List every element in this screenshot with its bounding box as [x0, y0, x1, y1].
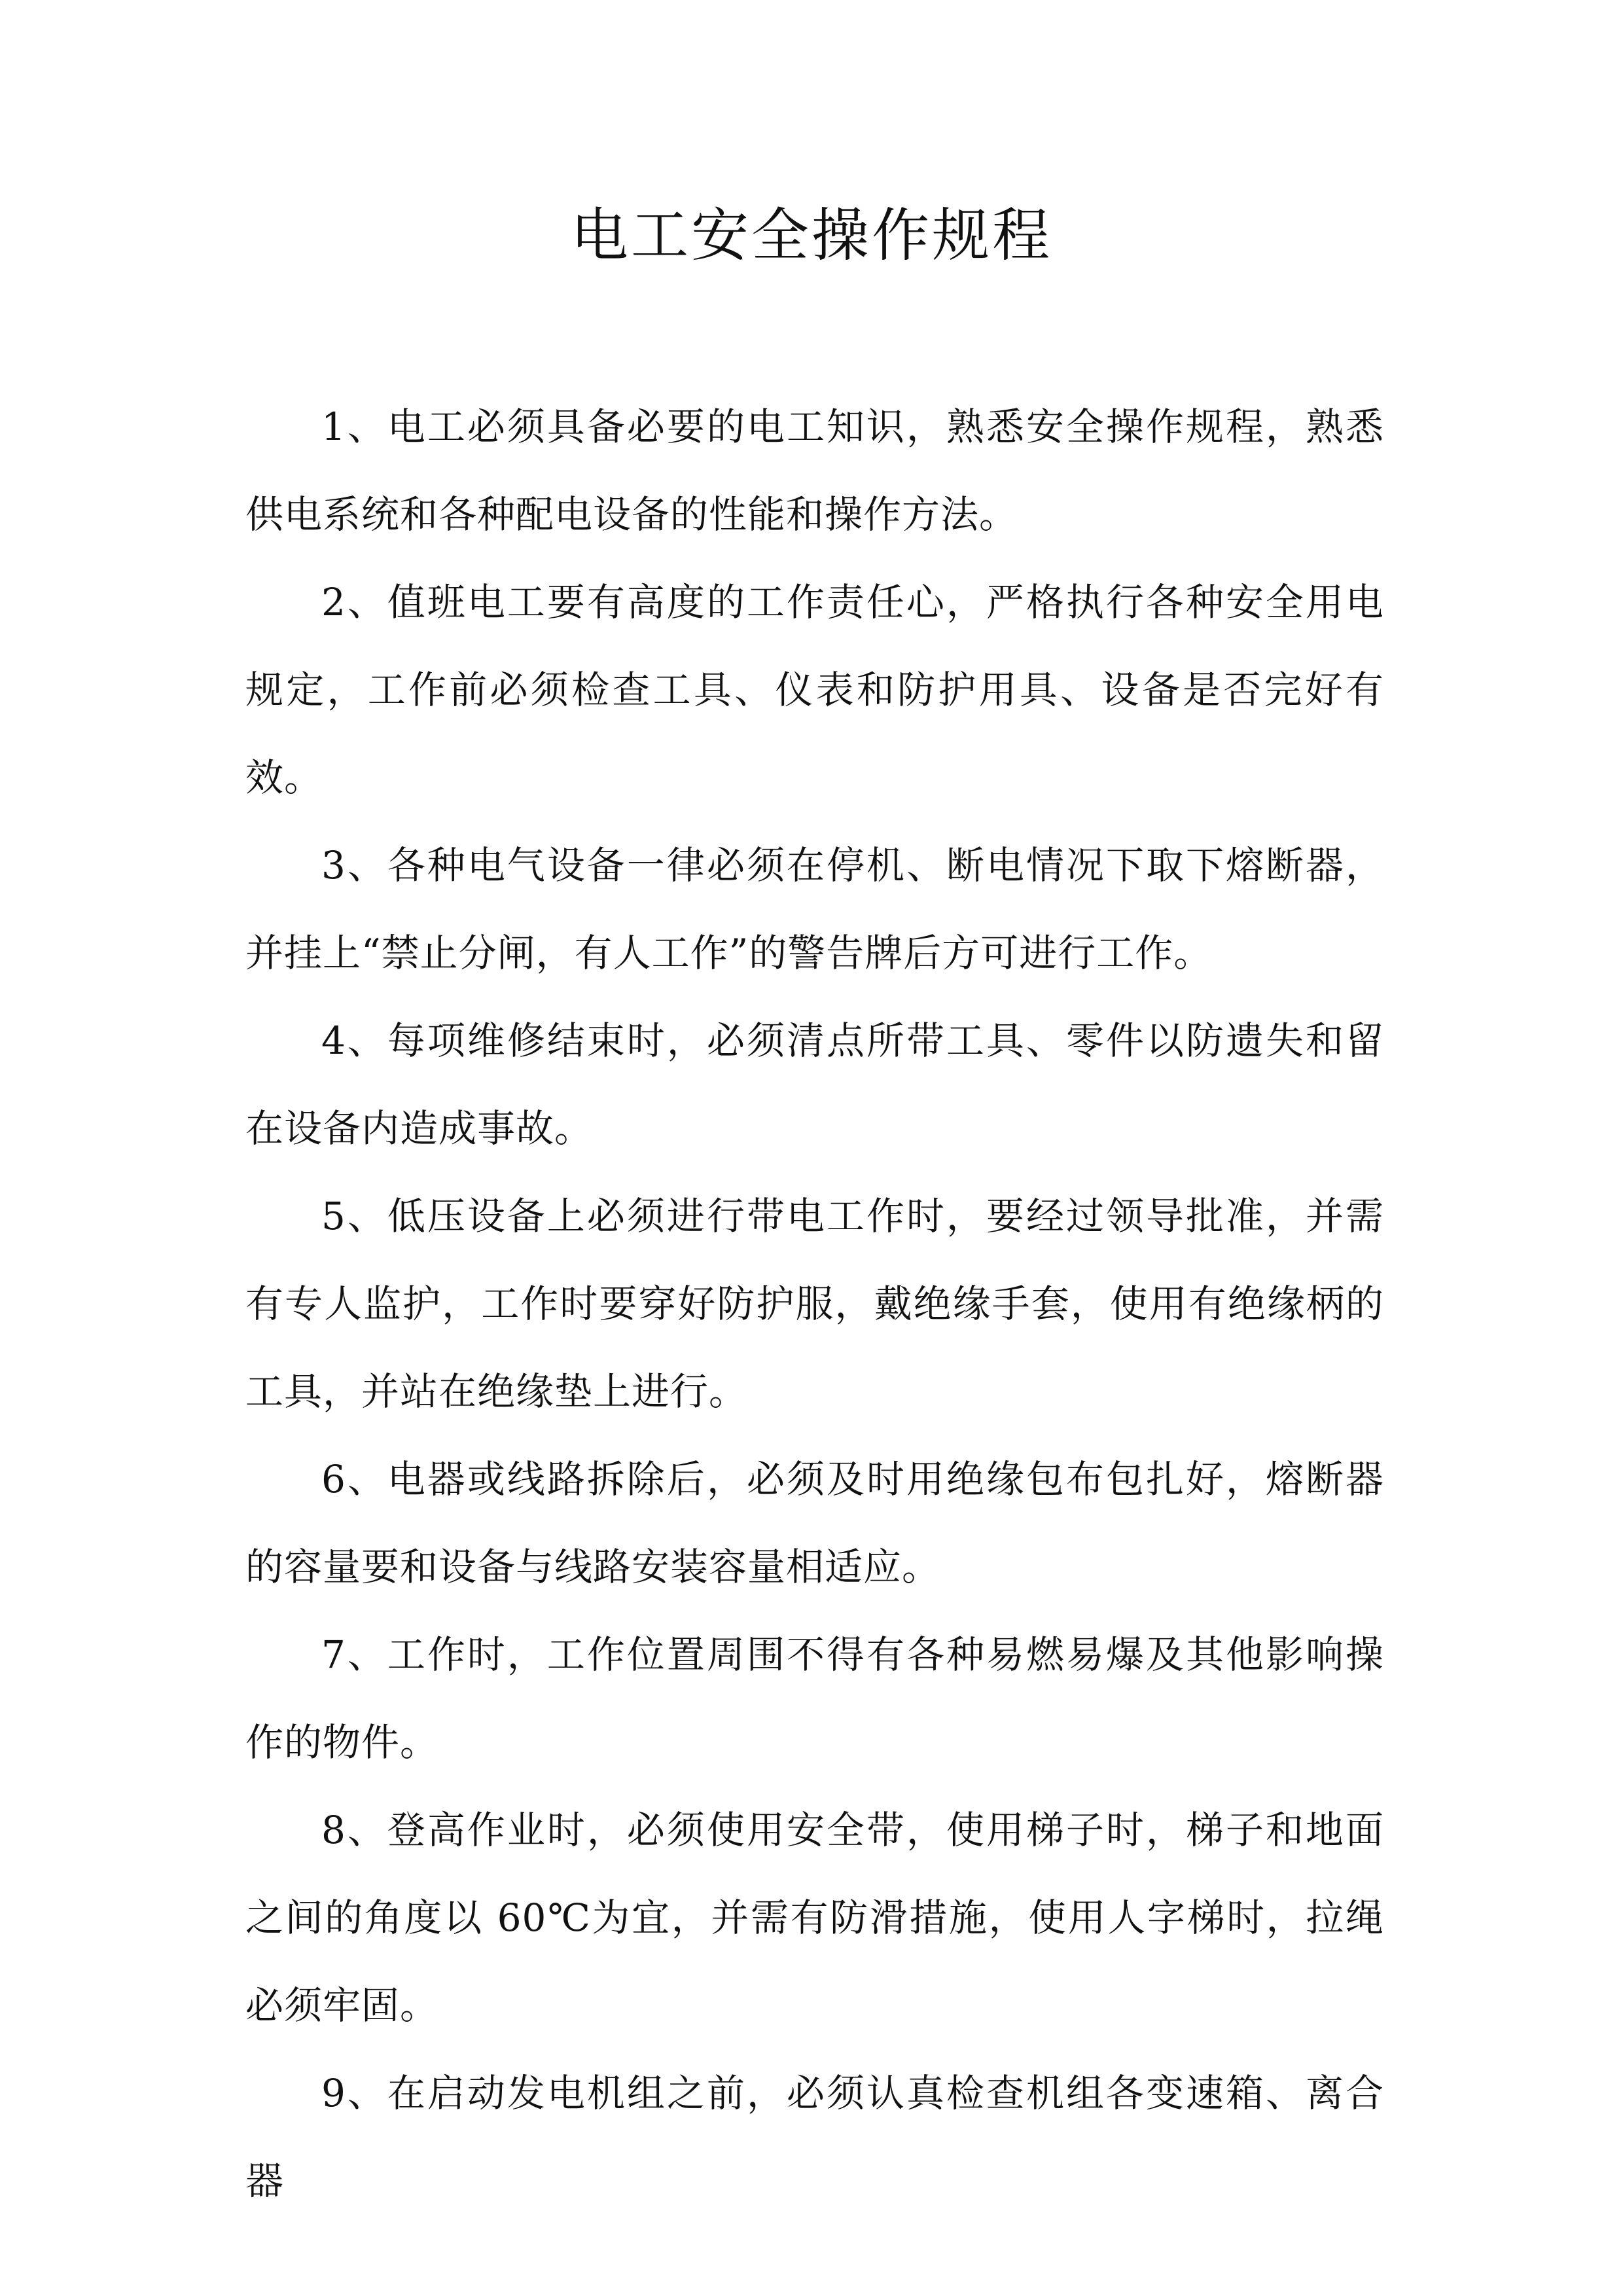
document-body [245, 383, 1384, 2225]
paragraph-4: 4、每项维修结束时，必须清点所带工具、零件以防遗失和留在设备内造成事故。 [245, 1018, 1384, 1151]
paragraph-2: 2、值班电工要有高度的工作责任心，严格执行各种安全用电规定，工作前必须检查工具、仪表和防护用具、设备是否完好有效。 [245, 580, 1384, 800]
paragraph-9: 9、在启动发电机组之前，必须认真检查机组各变速箱、离合器 [245, 2071, 1384, 2203]
paragraph-3: 3、各种电气设备一律必须在停机、断电情况下取下熔断器，并挂上“禁止分闸，有人工作”的警告牌后方可进行工作。 [245, 843, 1384, 975]
paragraph-5: 5、低压设备上必须进行带电工作时，要经过领导批准，并需有专人监护，工作时要穿好防护服，戴绝缘手套，使用有绝缘柄的工具，并站在绝缘垫上进行。 [245, 1194, 1384, 1414]
document-title: 电工安全操作规程 [570, 202, 1052, 269]
paragraph-6: 6、电器或线路拆除后，必须及时用绝缘包布包扎好，熔断器的容量要和设备与线路安装容量相适应。 [245, 1457, 1384, 1589]
paragraph-1: 1、电工必须具备必要的电工知识，熟悉安全操作规程，熟悉供电系统和各种配电设备的性能和操作方法。 [245, 404, 1384, 537]
paragraph-7: 7、工作时，工作位置周围不得有各种易燃易爆及其他影响操作的物件。 [245, 1632, 1384, 1765]
paragraph-8: 8、登高作业时，必须使用安全带，使用梯子时，梯子和地面之间的角度以 60℃为宜，并需有防滑措施，使用人字梯时，拉绳必须牢固。 [245, 1808, 1384, 2028]
